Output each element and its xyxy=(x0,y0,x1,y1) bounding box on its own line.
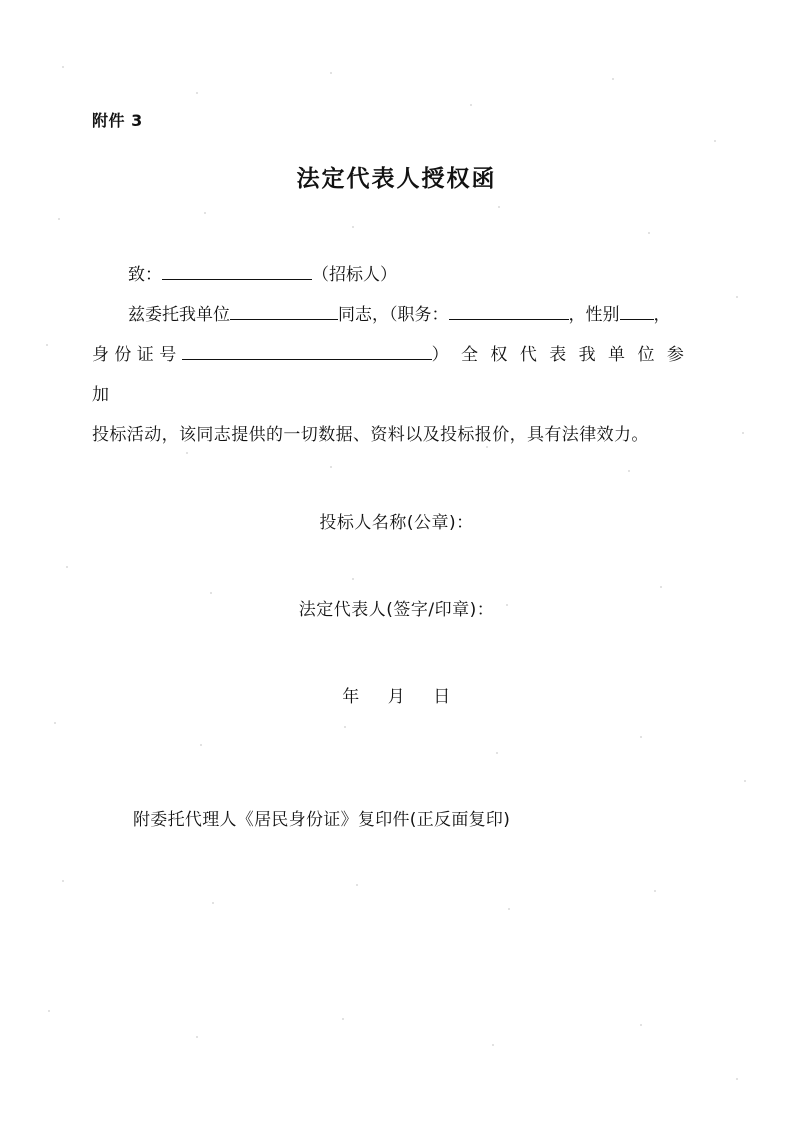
entrust-text-3: ，性别 xyxy=(568,305,620,325)
letter-body xyxy=(92,255,702,455)
date-year-label: 年 xyxy=(342,687,360,707)
entrust-text-2: 同志，（职务： xyxy=(338,305,449,325)
recipient-suffix-label: （招标人） xyxy=(312,265,397,285)
body-line-authorization xyxy=(92,295,702,335)
entrust-text-1: 兹委托我单位 xyxy=(128,305,230,325)
date-month-label: 月 xyxy=(387,687,406,707)
id-label: 身 份 证 号 xyxy=(92,345,182,365)
recipient-blank-field[interactable] xyxy=(162,262,312,280)
footnote-attachment-note: 附委托代理人《居民身份证》复印件(正反面复印) xyxy=(133,810,511,830)
id-number-blank-field[interactable] xyxy=(182,342,432,360)
recipient-prefix-label: 致： xyxy=(128,265,162,285)
id-line-suffix: ） 全 权 代 表 我 单 位 参 加 xyxy=(92,345,688,405)
legal-representative-label: 法定代表人(签字/印章)： xyxy=(298,600,495,620)
signature-block xyxy=(0,508,793,707)
body-line-recipient xyxy=(92,255,702,295)
entrust-text-4: ， xyxy=(653,305,671,325)
body-line-id-number xyxy=(92,335,702,415)
page-title: 法定代表人授权函 xyxy=(296,166,497,192)
body-line-validity xyxy=(92,415,702,455)
gender-blank-field[interactable] xyxy=(620,302,654,320)
date-line xyxy=(0,682,793,707)
date-day-label: 日 xyxy=(433,687,451,707)
bidder-name-label: 投标人名称(公章)： xyxy=(319,513,474,533)
validity-text: 投标活动，该同志提供的一切数据、资料以及投标报价，具有法律效力。 xyxy=(92,425,649,445)
attachment-label: 附件 3 xyxy=(92,111,143,130)
position-blank-field[interactable] xyxy=(449,302,569,320)
delegate-name-blank-field[interactable] xyxy=(230,302,338,320)
